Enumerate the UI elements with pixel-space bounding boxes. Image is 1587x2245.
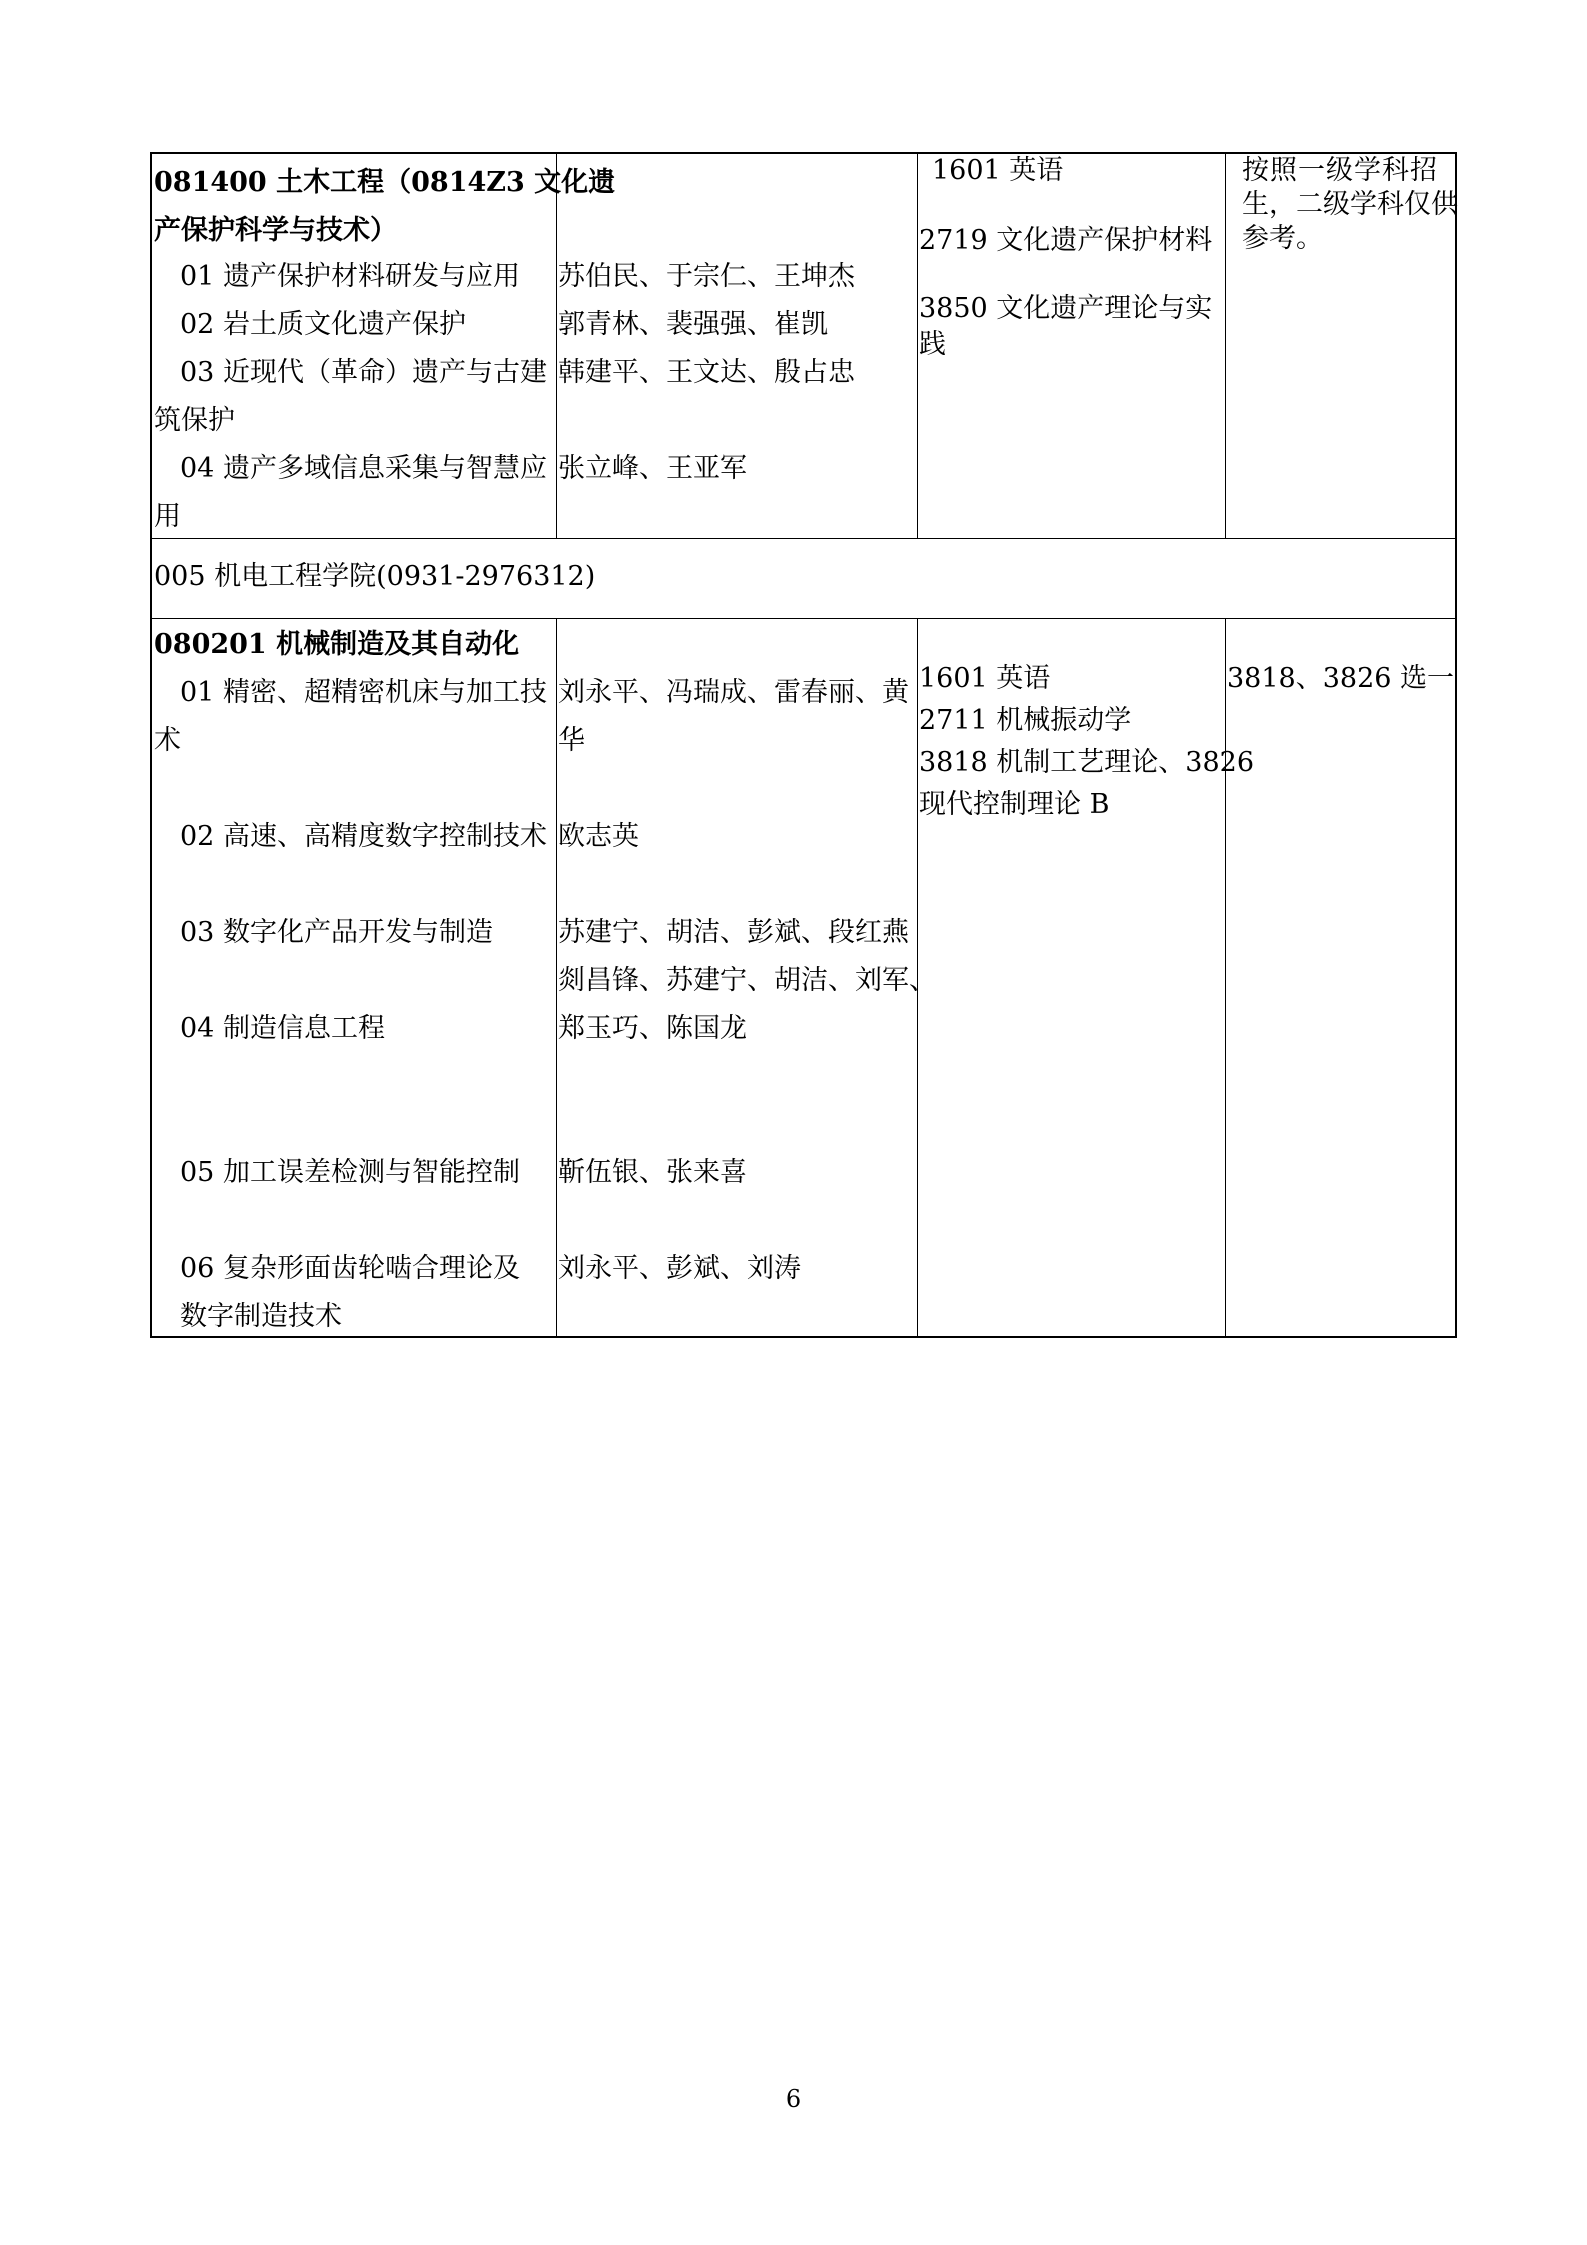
advisor-names-cont: 华 bbox=[558, 725, 585, 756]
direction-title: 04 遗产多域信息采集与智慧应 bbox=[180, 453, 547, 484]
major-title-line2: 产保护科学与技术） bbox=[154, 215, 397, 246]
direction-title: 02 岩土质文化遗产保护 bbox=[180, 309, 466, 340]
direction-title-cont: 数字制造技术 bbox=[180, 1301, 342, 1332]
advisor-names: 张立峰、王亚军 bbox=[558, 453, 747, 484]
direction-title: 05 加工误差检测与智能控制 bbox=[180, 1157, 520, 1188]
exam-subject: 2719 文化遗产保护材料 bbox=[919, 225, 1213, 256]
advisor-names: 苏建宁、胡洁、彭斌、段红燕 bbox=[558, 917, 909, 948]
major-title-line1: 081400 土木工程（0814Z3 文化遗 bbox=[154, 167, 616, 198]
advisor-names: 靳伍银、张来喜 bbox=[558, 1157, 747, 1188]
direction-title: 01 精密、超精密机床与加工技 bbox=[180, 677, 547, 708]
col-divider-3b bbox=[1225, 618, 1226, 1338]
advisor-names: 韩建平、王文达、殷占忠 bbox=[558, 357, 855, 388]
exam-subject: 1601 英语 bbox=[932, 155, 1064, 186]
direction-title: 06 复杂形面齿轮啮合理论及 bbox=[180, 1253, 520, 1284]
col-divider-1 bbox=[556, 154, 557, 538]
row-divider-2 bbox=[152, 618, 1455, 619]
program-table bbox=[150, 152, 1457, 1338]
direction-title-cont: 术 bbox=[154, 725, 181, 756]
row-divider-1 bbox=[152, 538, 1455, 539]
direction-title: 02 高速、高精度数字控制技术 bbox=[180, 821, 547, 852]
advisor-names: 郭青林、裴强强、崔凯 bbox=[558, 309, 828, 340]
exam-subject: 3818 机制工艺理论、3826 bbox=[919, 747, 1255, 778]
direction-title-cont: 用 bbox=[154, 501, 181, 532]
direction-title: 01 遗产保护材料研发与应用 bbox=[180, 261, 520, 292]
advisor-names: 欧志英 bbox=[558, 821, 639, 852]
exam-subject: 2711 机械振动学 bbox=[919, 705, 1132, 736]
exam-subject: 3850 文化遗产理论与实 bbox=[919, 293, 1213, 324]
remark-note: 按照一级学科招 bbox=[1242, 155, 1438, 186]
page-number: 6 bbox=[785, 2085, 802, 2113]
exam-subject-cont: 现代控制理论 B bbox=[919, 789, 1110, 820]
col-divider-2 bbox=[917, 154, 918, 538]
direction-title-cont: 筑保护 bbox=[154, 405, 235, 436]
remark-note: 参考。 bbox=[1242, 223, 1323, 254]
college-header: 005 机电工程学院(0931-2976312) bbox=[154, 561, 596, 592]
advisor-names: 刘永平、冯瑞成、雷春丽、黄 bbox=[558, 677, 909, 708]
direction-title: 03 数字化产品开发与制造 bbox=[180, 917, 493, 948]
direction-title: 04 制造信息工程 bbox=[180, 1013, 385, 1044]
advisor-names: 刘永平、彭斌、刘涛 bbox=[558, 1253, 801, 1284]
advisor-names: 剡昌锋、苏建宁、胡洁、刘军、 bbox=[558, 965, 936, 996]
remark-note: 生，二级学科仅供 bbox=[1242, 189, 1458, 220]
advisor-names: 苏伯民、于宗仁、王坤杰 bbox=[558, 261, 855, 292]
direction-title: 03 近现代（革命）遗产与古建 bbox=[180, 357, 547, 388]
major-title: 080201 机械制造及其自动化 bbox=[154, 629, 520, 660]
exam-subject: 1601 英语 bbox=[919, 663, 1051, 694]
col-divider-1b bbox=[556, 618, 557, 1338]
col-divider-3 bbox=[1225, 154, 1226, 538]
advisor-names-cont: 郑玉巧、陈国龙 bbox=[558, 1013, 747, 1044]
remark-note: 3818、3826 选一 bbox=[1227, 663, 1455, 694]
exam-subject-cont: 践 bbox=[919, 329, 946, 360]
